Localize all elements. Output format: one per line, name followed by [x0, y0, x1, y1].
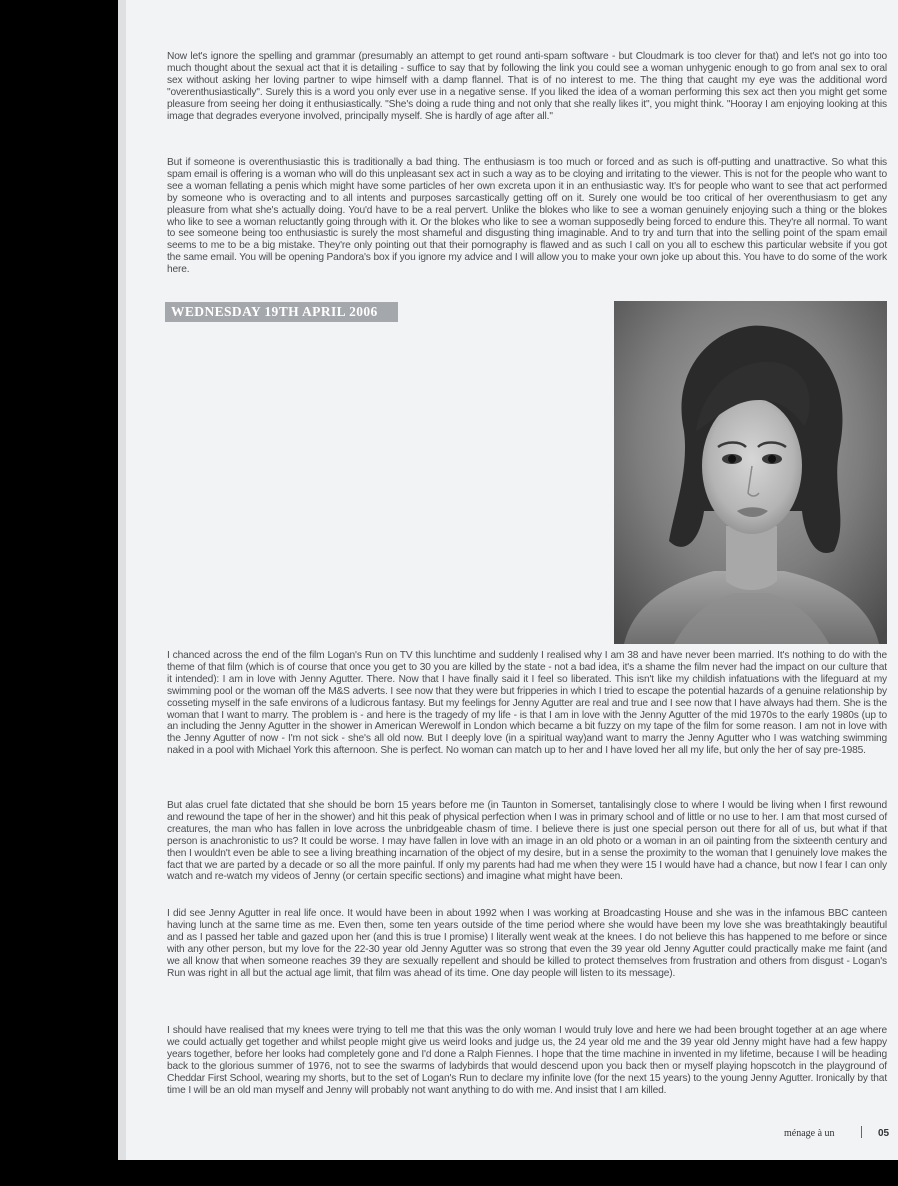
publication-name: ménage à un	[784, 1128, 835, 1139]
article-paragraph: I should have realised that my knees were trying to tell me that this was the only woman I would truly love and here we had been brought together at an age where we could actually get together and whilst people might give us weird looks and judge us, the 24 year old me and the 39 year old Jenny might have had a few happy years together, before her looks had completely gone and I'd done a Ralph Fiennes. I hope that the time machine in invented in my lifetime, because I will be heading back to the glorious summer of 1976, not to see the swarms of ladybirds that would descend upon you back then or myself playing hopscotch in the playground of Cheddar First School, wearing my shorts, but to the set of Logan's Run to declare my infinite love (for the next 15 years) to the young Jenny Agutter. Ironically by that time I will be an old man myself and Jenny will probably not want anything to do with me. And insist that I am killed.	[167, 1025, 887, 1096]
magazine-page	[118, 0, 898, 1160]
article-paragraph: But if someone is overenthusiastic this is traditionally a bad thing. The enthusiasm is too much or forced and as such is off-putting and unattractive. So what this spam email is offering is a woman who will do this unpleasant sex act in such a way as to be cloying and irritating to the viewer. This is not for the people who want to see a woman fellating a penis which might have some particles of her own excreta upon it in an enthusiastic way. It's for people who want to see that act performed by someone who is overacting and to all intents and purposes sarcastically getting off on it. Surely one would be too critical of her overenthusiasm to get any pleasure from what she's actually doing. You'd have to be a real pervert. Unlike the blokes who like to see a woman genuinely enjoying such a thing or the blokes who like to see a woman reluctantly going through with it. Or the blokes who like to see a woman supposedly being forced to endure this. They're all normal. To want to see someone being too enthusiastic is surely the most shameful and disgusting thing imaginable. And to try and turn that into the selling point of the spam email seems to me to be a big mistake. They're only pointing out that their pornography is flawed and as such I call on you all to eschew this particular website if you got the same email. You will be opening Pandora's box if you ignore my advice and I will allow you to make your own joke up about this. You have to do some of the work here.	[167, 157, 887, 276]
page-gutter-shadow	[118, 0, 126, 1160]
date-heading: WEDNESDAY 19TH APRIL 2006	[165, 302, 398, 322]
article-paragraph: I did see Jenny Agutter in real life once. It would have been in about 1992 when I was working at Broadcasting House and she was in the infamous BBC canteen having lunch at the same time as me. Even then, some ten years outside of the time period where she would have been my love she was breathtakingly beautiful and as I passed her table and gazed upon her (and this is true I promise) I literally went weak at the knees. I do not believe this has happened to me before or since with any other person, but my love for the 22-30 year old Jenny Agutter was so strong that even the 39 year old Jenny Agutter could practically make me faint (and we all know that when someone reaches 39 they are sexually repellent and should be killed to protect themselves from frustration and others from disgust - Logan's Run was right in all but the actual age limit, that film was ahead of its time. One day people will listen to its message).	[167, 908, 887, 979]
article-paragraph: But alas cruel fate dictated that she should be born 15 years before me (in Taunton in Somerset, tantalisingly close to where I would be living when I first rewound and rewound the tape of her in the shower) and hit this peak of physical perfection when I was in primary school and of little or no use to her. I am that most cursed of creatures, the man who has fallen in love across the unbridgeable chasm of time. I believe there is just one special person out there for all of us, but what if that person is anachronistic to us? It could be worse. I may have fallen in love with an image in an old photo or a woman in an oil painting from the sixteenth century and then I wouldn't even be able to see a living breathing incarnation of the object of my desire, but in a sense the proximity to the woman that I genuinely love makes the fact that we are parted by a decade or so all the more painful. If only my parents had had me when they were 15 I would have had a chance, but now I fear I can only watch and re-watch my videos of Jenny (or certain specific sections) and imagine what might have been.	[167, 800, 887, 883]
portrait-photo	[614, 301, 887, 644]
footer-separator	[861, 1126, 862, 1138]
page-number: 05	[878, 1128, 890, 1139]
article-paragraph: I chanced across the end of the film Logan's Run on TV this lunchtime and suddenly I realised why I am 38 and have never been married. It's nothing to do with the theme of that film (which is of course that once you get to 30 you are killed by the state - not a bad idea, it's a shame the film never had the impact on our culture that it intended): I am in love with Jenny Agutter. There. Now that I have finally said it I feel so liberated. This isn't like my childish infatuations with the lifeguard at my swimming pool or the woman off the M&S adverts. I see now that they were but fripperies in which I tried to escape the potential hazards of a genuine relationship by cosseting myself in the safe environs of a ludicrous fantasy. But my feelings for Jenny Agutter are real and true and I see now that I have always had them. She is the woman that I want to marry. The problem is - and here is the tragedy of my life - is that I am in love with the Jenny Agutter of the mid 1970s to the early 1980s (up to an including the Jenny Agutter in the shower in American Werewolf in London which became a bit fuzzy on my tape of the film for some reason. I am not in love with the Jenny Agutter of now - I'm not sick - she's all old now. But I deeply love (in a spiritual way)and want to marry the Jenny Agutter who I was watching swimming naked in a pool with Michael York this afternoon. She is perfect. No woman can match up to her and I have loved her all my life, but only the her of say pre-1985.	[167, 650, 887, 757]
article-paragraph: Now let's ignore the spelling and grammar (presumably an attempt to get round anti-spam software - but Cloudmark is too clever for that) and let's not go into too much thought about the sexual act that it is detailing - suffice to say that by following the link you could see a woman unhygenic enough to go from anal sex to oral sex without asking her loving partner to wipe himself with a damp flannel. That is of no interest to me. The thing that caught my eye was the additional word "overenthusiastically". Surely this is a word you only ever use in a negative sense. If you liked the idea of a woman performing this sex act then you might get some pleasure from seeing her doing it enthusiastically. "She's doing a rude thing and not only that she really likes it", you might think. "Hooray I am enjoying looking at this image that degrades everyone involved, principally myself. She is hardly of age after all."	[167, 51, 887, 122]
